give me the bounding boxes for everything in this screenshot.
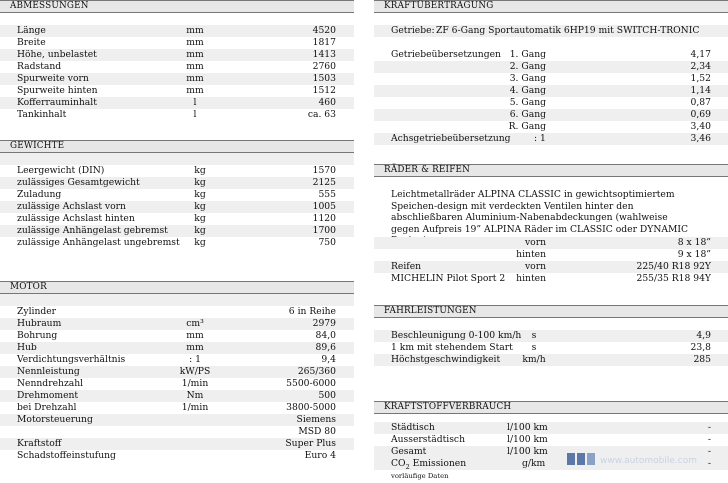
- row-label: Zylinder: [17, 306, 57, 317]
- row-label: Verdichtungsverhältnis: [17, 354, 126, 365]
- row-unit: l: [193, 97, 197, 108]
- row-value: 9,4: [321, 354, 336, 365]
- row-label: Leergewicht (DIN): [17, 165, 105, 176]
- row-value: 555: [318, 189, 336, 200]
- row-pos: hinten: [516, 273, 546, 284]
- row-unit: km/h: [522, 354, 546, 365]
- spacer-row: [374, 13, 728, 25]
- row-label: Reifen: [391, 261, 422, 272]
- table-row: [0, 49, 354, 61]
- row-label: Kofferrauminhalt: [17, 97, 97, 108]
- row-unit: kg: [194, 225, 206, 236]
- row-unit: kg: [194, 177, 206, 188]
- gear-value: 1,52: [690, 73, 711, 84]
- row-label: Zuladung: [17, 189, 62, 200]
- row-value: -: [707, 446, 711, 457]
- row-label: Städtisch: [391, 422, 435, 433]
- row-unit: cm³: [186, 318, 204, 329]
- row-value: 265/360: [297, 366, 336, 377]
- row-value: 1700: [312, 225, 336, 236]
- row-value: 5500-6000: [286, 378, 336, 389]
- gear-row: [374, 109, 728, 121]
- section-raeder: [374, 164, 728, 284]
- row-value: 2760: [312, 61, 336, 72]
- row-label: Spurweite vorn: [17, 73, 89, 84]
- row-value: 1413: [312, 49, 336, 60]
- spacer-row: [374, 37, 728, 49]
- table-row: [0, 213, 354, 225]
- row-unit: mm: [186, 49, 204, 60]
- row-value: 3800-5000: [286, 402, 336, 413]
- row-value: 1005: [312, 201, 336, 212]
- row-unit: l/100 km: [507, 446, 548, 457]
- gear-value: 0,87: [690, 97, 711, 108]
- row-label: Spurweite hinten: [17, 85, 98, 96]
- gear-label: 5. Gang: [509, 97, 546, 108]
- table-row: [0, 342, 354, 354]
- table-row: [0, 61, 354, 73]
- section-motor: [0, 281, 354, 461]
- row-unit: mm: [186, 330, 204, 341]
- uebersetzungen-label: Getriebeübersetzungen: [391, 49, 501, 60]
- row-value: 255/35 R18 94Y: [636, 273, 711, 284]
- table-row: [0, 85, 354, 97]
- table-row: [374, 237, 728, 249]
- row-value: 23,8: [690, 342, 711, 353]
- row-value: 500: [318, 390, 336, 401]
- row-value: 750: [318, 237, 336, 248]
- footnote: vorläufige Daten: [391, 472, 449, 480]
- row-unit: 1/min: [181, 378, 209, 389]
- row-label: zulässige Achslast vorn: [17, 201, 126, 212]
- row-unit: kW/PS: [179, 366, 211, 377]
- getriebe-label: Getriebe:: [391, 25, 435, 36]
- table-row: [0, 306, 354, 318]
- row-label: zulässige Anhängelast ungebremst: [17, 237, 180, 248]
- row-label: Hubraum: [17, 318, 62, 329]
- row-value: 4520: [312, 25, 336, 36]
- gear-label: 2. Gang: [509, 61, 546, 72]
- table-row: [0, 109, 354, 121]
- table-row: [0, 438, 354, 450]
- logo-text: www.automobile.com: [600, 456, 697, 466]
- gear-value: 4,17: [690, 49, 711, 60]
- row-value: 285: [693, 354, 711, 365]
- row-label: Breite: [17, 37, 46, 48]
- co2-value: -: [707, 458, 711, 469]
- table-row: [374, 354, 728, 366]
- section-gewichte: [0, 140, 354, 248]
- achs-label: Achsgetriebeübersetzung: [391, 133, 511, 144]
- row-unit: s: [531, 330, 537, 341]
- table-row: [0, 414, 354, 426]
- gear-row: [374, 97, 728, 109]
- row-unit: l: [193, 109, 197, 120]
- row-label: zulässige Anhängelast gebremst: [17, 225, 168, 236]
- gear-label: 1. Gang: [509, 49, 546, 60]
- table-row: [374, 249, 728, 261]
- row-unit: : 1: [189, 354, 201, 365]
- row-unit: mm: [186, 61, 204, 72]
- table-row: [0, 189, 354, 201]
- row-value: MSD 80: [298, 426, 336, 437]
- row-pos: hinten: [516, 249, 546, 260]
- row-value: 225/40 R18 92Y: [636, 261, 711, 272]
- watermark-logo: [566, 451, 716, 467]
- table-row: [0, 237, 354, 249]
- row-label: Nenndrehzahl: [17, 378, 84, 389]
- table-row: [374, 342, 728, 354]
- achs-unit: : 1: [534, 133, 546, 144]
- table-row: [374, 330, 728, 342]
- getriebe-value: ZF 6-Gang Sportautomatik 6HP19 mit SWITCH-TRONIC: [436, 25, 700, 36]
- row-label: Radstand: [17, 61, 62, 72]
- section-title: GEWICHTE: [0, 140, 354, 153]
- row-label: Schadstoffeinstufung: [17, 450, 116, 461]
- getriebe-row: [374, 25, 728, 37]
- row-unit: mm: [186, 25, 204, 36]
- row-unit: l/100 km: [507, 422, 548, 433]
- row-unit: l/100 km: [507, 434, 548, 445]
- table-row: [374, 273, 728, 285]
- row-value: 2979: [312, 318, 336, 329]
- achs-value: 3,46: [690, 133, 711, 144]
- row-unit: kg: [194, 201, 206, 212]
- row-label: Drehmoment: [17, 390, 79, 401]
- row-label: Höhe, unbelastet: [17, 49, 97, 60]
- row-unit: Nm: [186, 390, 204, 401]
- row-value: 6 in Reihe: [288, 306, 336, 317]
- gear-label: R. Gang: [508, 121, 546, 132]
- row-label: Tankinhalt: [17, 109, 67, 120]
- row-value: 84,0: [315, 330, 336, 341]
- spacer-row: [374, 177, 728, 189]
- section-title: RÄDER & REIFEN: [374, 164, 728, 177]
- table-row: [0, 37, 354, 49]
- table-row: [0, 225, 354, 237]
- row-label: Beschleunigung 0-100 km/h: [391, 330, 522, 341]
- row-label: Motorsteuerung: [17, 414, 93, 425]
- section-title: ABMESSUNGEN: [0, 0, 354, 13]
- row-unit: kg: [194, 213, 206, 224]
- row-value: 8 x 18”: [677, 237, 711, 248]
- row-value: 1512: [312, 85, 336, 96]
- gear-label: 6. Gang: [509, 109, 546, 120]
- spacer-row: [0, 294, 354, 306]
- row-value: 4,9: [696, 330, 711, 341]
- row-label: Nennleistung: [17, 366, 80, 377]
- row-value: 1120: [312, 213, 336, 224]
- raeder-description: Leichtmetallräder ALPINA CLASSIC in gewichtsoptimiertem Speichen-design mit verdeckten Ventilen hinter den abschließbaren Aluminium-Nabenabdeckungen (wahlweise gegen Aufpreis 19” ALPINA Räder im CLASSIC oder DYNAMIC: [391, 189, 689, 235]
- gear-value: 1,14: [690, 85, 711, 96]
- row-unit: 1/min: [181, 402, 209, 413]
- table-row: [0, 318, 354, 330]
- table-row: [0, 354, 354, 366]
- spacer-row: [0, 153, 354, 165]
- gear-value: 0,69: [690, 109, 711, 120]
- gear-value: 3,40: [690, 121, 711, 132]
- table-row: [0, 402, 354, 414]
- row-unit: s: [531, 342, 537, 353]
- gear-row: [374, 85, 728, 97]
- table-row: [0, 330, 354, 342]
- row-label: 1 km mit stehendem Start: [391, 342, 513, 353]
- logo-icon: [566, 451, 716, 467]
- row-label: Kraftstoff: [17, 438, 62, 449]
- row-label: Hub: [17, 342, 37, 353]
- row-unit: kg: [194, 189, 206, 200]
- row-value: -: [707, 422, 711, 433]
- table-row: [0, 25, 354, 37]
- row-value: 9 x 18”: [677, 249, 711, 260]
- row-unit: kg: [194, 165, 206, 176]
- row-value: 460: [318, 97, 336, 108]
- row-label: Höchstgeschwindigkeit: [391, 354, 501, 365]
- table-row: [0, 450, 354, 462]
- gear-row: [374, 61, 728, 73]
- row-unit: mm: [186, 342, 204, 353]
- row-label: Gesamt: [391, 446, 427, 457]
- table-row: [374, 261, 728, 273]
- row-unit: mm: [186, 85, 204, 96]
- row-value: -: [707, 434, 711, 445]
- row-label: Ausserstädtisch: [391, 434, 465, 445]
- row-value: Siemens: [296, 414, 336, 425]
- section-abmessungen: [0, 0, 354, 120]
- achs-row: [374, 133, 728, 145]
- row-value: 1570: [312, 165, 336, 176]
- table-row: [0, 165, 354, 177]
- gear-row: [374, 49, 728, 61]
- row-pos: vorn: [524, 237, 546, 248]
- table-row: [0, 97, 354, 109]
- section-title: KRAFTÜBERTRAGUNG: [374, 0, 728, 13]
- table-row: [0, 177, 354, 189]
- table-row: [0, 390, 354, 402]
- table-row: [374, 422, 728, 434]
- row-label: Bohrung: [17, 330, 58, 341]
- spacer-row: [374, 318, 728, 330]
- table-row: [0, 426, 354, 438]
- section-fahrleistungen: [374, 305, 728, 365]
- gear-value: 2,34: [690, 61, 711, 72]
- row-value: 89,6: [315, 342, 336, 353]
- row-unit: mm: [186, 37, 204, 48]
- row-value: Super Plus: [285, 438, 336, 449]
- row-label: bei Drehzahl: [17, 402, 77, 413]
- spacer-row: [0, 13, 354, 25]
- gear-label: 3. Gang: [509, 73, 546, 84]
- row-value: 1817: [312, 37, 336, 48]
- gear-row: [374, 73, 728, 85]
- co2-label: $CO_2$ Emissionen: [391, 458, 467, 471]
- section-title: MOTOR: [0, 281, 354, 294]
- row-pos: vorn: [524, 261, 546, 272]
- table-row: [0, 201, 354, 213]
- row-label: Länge: [17, 25, 46, 36]
- row-unit: mm: [186, 73, 204, 84]
- row-value: ca. 63: [307, 109, 336, 120]
- table-row: [0, 378, 354, 390]
- co2-unit: g/km: [522, 458, 546, 469]
- section-title: FAHRLEISTUNGEN: [374, 305, 728, 318]
- row-label: zulässiges Gesamtgewicht: [17, 177, 140, 188]
- table-row: [0, 73, 354, 85]
- section-title: KRAFTSTOFFVERBRAUCH: [374, 401, 728, 414]
- row-value: Euro 4: [304, 450, 336, 461]
- row-label: zulässige Achslast hinten: [17, 213, 135, 224]
- row-value: 1503: [312, 73, 336, 84]
- gear-label: 4. Gang: [509, 85, 546, 96]
- table-row: [374, 434, 728, 446]
- row-label: MICHELIN Pilot Sport 2: [391, 273, 506, 284]
- row-unit: kg: [194, 237, 206, 248]
- table-row: [0, 366, 354, 378]
- section-kraftuebertragung: [374, 0, 728, 144]
- row-value: 2125: [312, 177, 336, 188]
- gear-row: [374, 121, 728, 133]
